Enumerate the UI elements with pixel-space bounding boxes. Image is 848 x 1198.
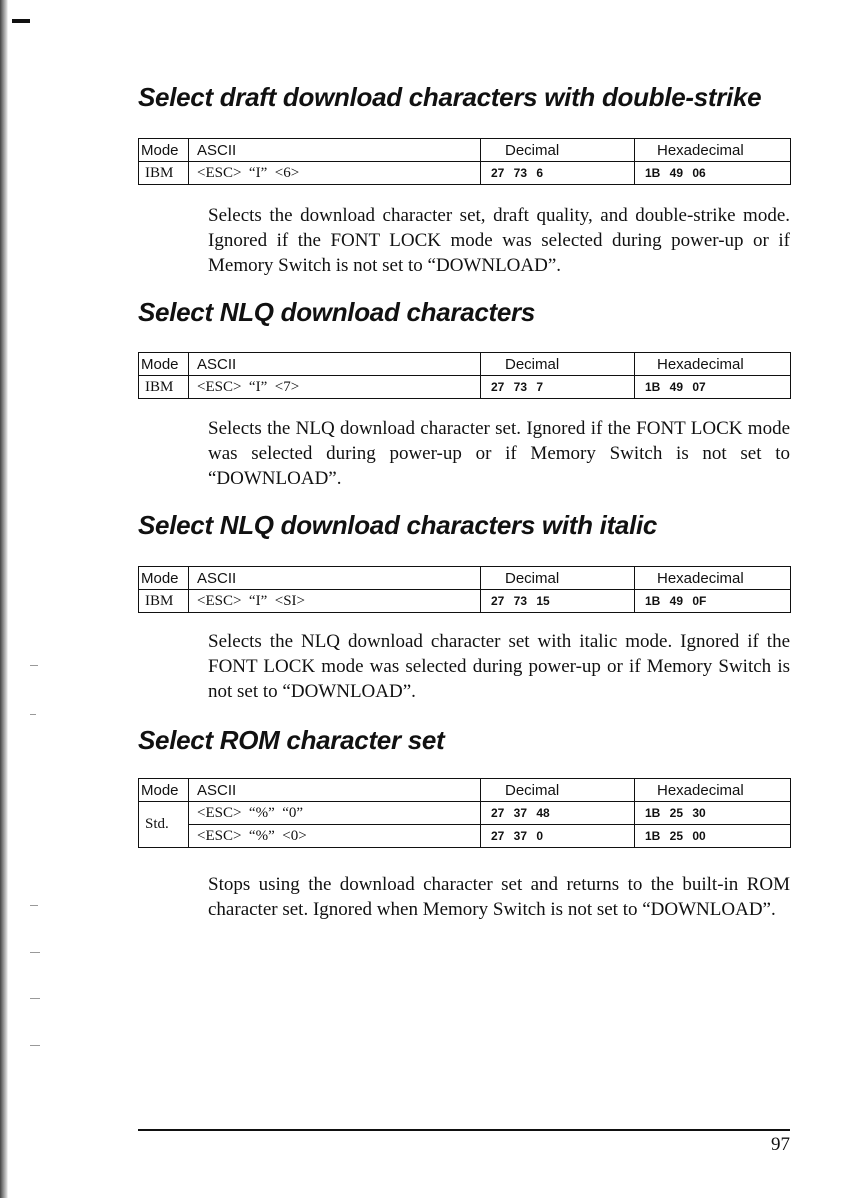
header-hexadecimal: Hexadecimal [635,567,791,590]
table-header-row [139,567,791,590]
section-description: Selects the NLQ download character set. Ignored if the FONT LOCK mode was selected during power-up or if Memory Switch is not set to “DOWNLOAD”. [208,418,790,489]
command-table [138,352,791,399]
command-table [138,566,791,613]
cell-mode: IBM [139,162,189,185]
section-title: Select NLQ download characters [138,297,536,327]
cell-decimal: 27 37 0 [481,825,635,848]
section-description: Selects the NLQ download character set with italic mode. Ignored if the FONT LOCK mode was selected during power-up or if Memory Switch is not set to “DOWNLOAD”. [208,631,790,702]
cell-decimal: 27 73 7 [481,376,635,399]
binding-edge [0,0,8,1198]
header-hexadecimal: Hexadecimal [635,353,791,376]
table-row [139,376,791,399]
header-decimal: Decimal [481,139,635,162]
header-mode: Mode [139,567,189,590]
cell-hexadecimal: 1B 49 07 [635,376,791,399]
header-ascii: ASCII [189,567,481,590]
edge-tick [30,714,36,715]
header-ascii: ASCII [189,139,481,162]
cell-hexadecimal: 1B 49 0F [635,590,791,613]
section-title: Select ROM character set [138,725,445,755]
cell-mode: IBM [139,590,189,613]
cell-hexadecimal: 1B 25 00 [635,825,791,848]
edge-tick [30,905,38,906]
cell-mode: IBM [139,376,189,399]
cell-decimal: 27 73 15 [481,590,635,613]
cell-ascii: <ESC> “I” <6> [189,162,481,185]
cell-ascii: <ESC> “%” <0> [189,825,481,848]
cell-ascii: <ESC> “I” <7> [189,376,481,399]
header-ascii: ASCII [189,779,481,802]
table-header-row [139,353,791,376]
table-row [139,825,791,848]
table-header-row [139,139,791,162]
header-mode: Mode [139,779,189,802]
edge-tick [30,998,40,999]
header-decimal: Decimal [481,779,635,802]
section-title: Select NLQ download characters with italic [138,510,658,540]
edge-tick [30,952,40,953]
corner-mark [12,19,30,23]
cell-decimal: 27 73 6 [481,162,635,185]
section-description: Selects the download character set, draft quality, and double-strike mode. Ignored if the FONT LOCK mode was selected during power-up or if Memory Switch is not set to “DOWNLOAD”. [208,205,790,276]
section-description: Stops using the download character set and returns to the built-in ROM character set. Ignored when Memory Switch is not set to “DOWNLOAD”. [208,874,790,920]
command-table [138,138,791,185]
cell-ascii: <ESC> “I” <SI> [189,590,481,613]
command-table [138,778,791,848]
section-title: Select draft download characters with double-strike [138,82,762,112]
header-mode: Mode [139,353,189,376]
header-decimal: Decimal [481,567,635,590]
header-mode: Mode [139,139,189,162]
cell-hexadecimal: 1B 25 30 [635,802,791,825]
header-ascii: ASCII [189,353,481,376]
table-row [139,802,791,825]
edge-tick [30,1045,40,1046]
table-row [139,590,791,613]
cell-ascii: <ESC> “%” “0” [189,802,481,825]
table-row [139,162,791,185]
cell-mode: Std. [139,802,189,848]
page-number: 97 [771,1134,790,1155]
header-hexadecimal: Hexadecimal [635,139,791,162]
table-header-row [139,779,791,802]
cell-decimal: 27 37 48 [481,802,635,825]
cell-hexadecimal: 1B 49 06 [635,162,791,185]
footer-rule [138,1129,790,1131]
header-hexadecimal: Hexadecimal [635,779,791,802]
header-decimal: Decimal [481,353,635,376]
edge-tick [30,665,38,666]
